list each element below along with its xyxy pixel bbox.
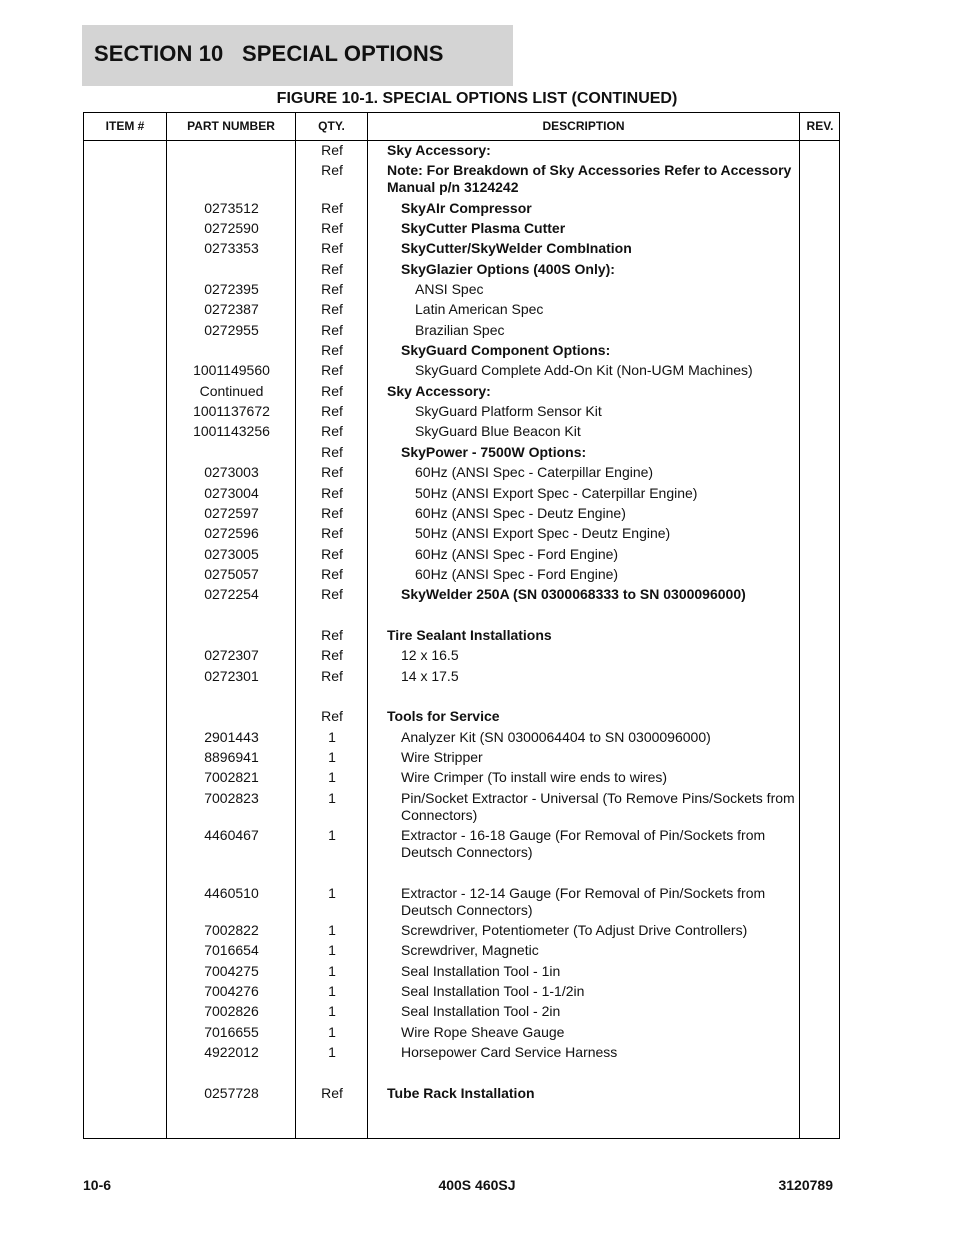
table-row bbox=[84, 728, 839, 748]
table-row bbox=[84, 921, 839, 941]
description-cell: Extractor - 12-14 Gauge (For Removal of Pin/Sockets from Deutsch Connectors) bbox=[401, 884, 766, 918]
table-row bbox=[84, 667, 839, 687]
description-cell: 60Hz (ANSI Spec - Ford Engine) bbox=[415, 545, 619, 562]
part-number-cell: 1001143256 bbox=[193, 423, 270, 440]
table-row bbox=[84, 982, 839, 1002]
description-cell: Tools for Service bbox=[387, 708, 500, 725]
qty-cell: 1 bbox=[328, 1023, 336, 1040]
part-number-cell: 0275057 bbox=[204, 565, 259, 582]
qty-cell: Ref bbox=[321, 342, 343, 359]
part-number-cell: 4460510 bbox=[204, 884, 259, 901]
part-number-cell: 0273353 bbox=[204, 240, 259, 257]
qty-cell: Ref bbox=[321, 708, 343, 725]
qty-cell: 1 bbox=[328, 884, 336, 901]
qty-cell: Ref bbox=[321, 647, 343, 664]
description-cell: SkyGlazier Options (400S Only): bbox=[401, 260, 615, 277]
description-cell: Analyzer Kit (SN 0300064404 to SN 0300096000) bbox=[401, 728, 711, 745]
qty-cell: Ref bbox=[321, 565, 343, 582]
qty-cell: Ref bbox=[321, 382, 343, 399]
table-row bbox=[84, 1023, 839, 1043]
part-number-cell: 0272597 bbox=[204, 504, 259, 521]
qty-cell: Ref bbox=[321, 667, 343, 684]
table-row bbox=[84, 463, 839, 483]
header-description: DESCRIPTION bbox=[542, 119, 625, 133]
part-number-cell: Continued bbox=[199, 382, 264, 399]
qty-cell: Ref bbox=[321, 504, 343, 521]
description-cell: Tube Rack Installation bbox=[387, 1084, 535, 1101]
qty-cell: 1 bbox=[328, 1003, 336, 1020]
description-cell: SkyPower - 7500W Options: bbox=[401, 443, 587, 460]
description-cell: Pin/Socket Extractor - Universal (To Remove Pins/Sockets from Connectors) bbox=[401, 789, 795, 823]
qty-cell: 1 bbox=[328, 827, 336, 843]
qty-cell: Ref bbox=[321, 423, 343, 440]
qty-cell: Ref bbox=[321, 484, 343, 501]
table-row bbox=[84, 884, 839, 921]
qty-cell: 1 bbox=[328, 789, 336, 806]
description-cell: 60Hz (ANSI Spec - Caterpillar Engine) bbox=[415, 464, 654, 481]
description-cell: SkyWelder 250A (SN 0300068333 to SN 0300096000) bbox=[401, 586, 746, 603]
description-cell: SkyCutter/SkyWelder CombInation bbox=[401, 240, 632, 257]
description-cell: Extractor - 16-18 Gauge (For Removal of Pin/Sockets from Deutsch Connectors) bbox=[401, 827, 766, 860]
table-row bbox=[84, 219, 839, 239]
description-cell: 50Hz (ANSI Export Spec - Caterpillar Engine) bbox=[415, 484, 698, 501]
part-number-cell: 0273004 bbox=[204, 484, 259, 501]
part-number-cell: 7004276 bbox=[204, 983, 259, 1000]
table-row bbox=[84, 941, 839, 961]
qty-cell: Ref bbox=[321, 301, 343, 318]
qty-cell: Ref bbox=[321, 626, 343, 643]
description-cell: SkyGuard Blue Beacon Kit bbox=[415, 423, 581, 440]
qty-cell: 1 bbox=[328, 748, 336, 765]
qty-cell: Ref bbox=[321, 443, 343, 460]
part-number-cell: 0272590 bbox=[204, 220, 259, 237]
part-number-cell: 0272307 bbox=[204, 647, 259, 664]
qty-cell: Ref bbox=[321, 586, 343, 603]
part-number-cell: 0257728 bbox=[204, 1084, 259, 1101]
part-number-cell: 7002822 bbox=[204, 922, 259, 939]
description-cell: Tire Sealant Installations bbox=[387, 626, 552, 643]
qty-cell: Ref bbox=[321, 199, 343, 216]
footer-doc-number: 3120789 bbox=[778, 1177, 833, 1193]
description-cell: Seal Installation Tool - 1-1/2in bbox=[401, 983, 585, 1000]
description-cell: 60Hz (ANSI Spec - Deutz Engine) bbox=[415, 504, 626, 521]
header-part-number: PART NUMBER bbox=[187, 119, 275, 133]
part-number-cell: 0272387 bbox=[204, 301, 259, 318]
header-item: ITEM # bbox=[105, 119, 145, 133]
part-number-cell: 0273005 bbox=[204, 545, 259, 562]
table-row bbox=[84, 962, 839, 982]
part-number-cell: 7002821 bbox=[204, 769, 259, 786]
qty-cell: Ref bbox=[321, 240, 343, 257]
table-row bbox=[84, 321, 839, 341]
special-options-table bbox=[83, 112, 840, 1139]
description-cell: Screwdriver, Magnetic bbox=[401, 942, 539, 959]
description-cell: Horsepower Card Service Harness bbox=[401, 1044, 618, 1061]
part-number-cell: 0272395 bbox=[204, 281, 259, 298]
qty-cell: Ref bbox=[321, 464, 343, 481]
qty-cell: 1 bbox=[328, 942, 336, 959]
table-row bbox=[84, 443, 839, 463]
table-row bbox=[84, 361, 839, 381]
table-row bbox=[84, 141, 839, 161]
table-row bbox=[84, 565, 839, 585]
description-cell: Sky Accessory: bbox=[387, 142, 491, 158]
header-rev: REV. bbox=[806, 119, 834, 133]
table-row bbox=[84, 1043, 839, 1063]
description-cell: Brazilian Spec bbox=[415, 321, 505, 338]
description-cell: 12 x 16.5 bbox=[401, 647, 459, 664]
description-cell: Wire Rope Sheave Gauge bbox=[401, 1023, 565, 1040]
description-cell: Note: For Breakdown of Sky Accessories Refer to Accessory Manual p/n 3124242 bbox=[387, 162, 792, 196]
table-row bbox=[84, 300, 839, 320]
qty-cell: Ref bbox=[321, 321, 343, 338]
description-cell: Latin American Spec bbox=[415, 301, 544, 318]
part-number-cell: 0272301 bbox=[204, 667, 259, 684]
qty-cell: Ref bbox=[321, 220, 343, 237]
qty-cell: Ref bbox=[321, 1084, 343, 1101]
qty-cell: Ref bbox=[321, 545, 343, 562]
description-cell: SkyGuard Complete Add-On Kit (Non-UGM Machines) bbox=[415, 362, 753, 379]
part-number-cell: 1001137672 bbox=[193, 403, 270, 420]
table-row bbox=[84, 484, 839, 504]
qty-cell: 1 bbox=[328, 769, 336, 786]
description-cell: Sky Accessory: bbox=[387, 382, 491, 399]
footer-model: 400S 460SJ bbox=[438, 1177, 516, 1193]
part-number-cell: 0272596 bbox=[204, 525, 259, 542]
description-cell: ANSI Spec bbox=[415, 281, 484, 298]
part-number-cell: 1001149560 bbox=[193, 362, 270, 379]
section-header-bar bbox=[82, 25, 513, 86]
description-cell: Seal Installation Tool - 1in bbox=[401, 962, 561, 979]
qty-cell: 1 bbox=[328, 962, 336, 979]
part-number-cell: 7016654 bbox=[204, 942, 259, 959]
table-row bbox=[84, 646, 839, 666]
description-cell: Screwdriver, Potentiometer (To Adjust Drive Controllers) bbox=[401, 922, 748, 939]
part-number-cell: 7002823 bbox=[204, 789, 259, 806]
table-spacer-row bbox=[84, 863, 839, 883]
qty-cell: 1 bbox=[328, 1044, 336, 1061]
table-spacer-row bbox=[84, 1063, 839, 1083]
header-qty: QTY. bbox=[318, 119, 345, 133]
description-cell: Wire Stripper bbox=[401, 748, 483, 765]
table-row bbox=[84, 422, 839, 442]
part-number-cell: 0273003 bbox=[204, 464, 259, 481]
figure-title: FIGURE 10-1. SPECIAL OPTIONS LIST (CONTINUED) bbox=[276, 90, 678, 107]
qty-cell: Ref bbox=[321, 362, 343, 379]
table-row bbox=[84, 768, 839, 788]
table-row bbox=[84, 504, 839, 524]
description-cell: SkyGuard Platform Sensor Kit bbox=[415, 403, 602, 420]
qty-cell: 1 bbox=[328, 922, 336, 939]
description-cell: Wire Crimper (To install wire ends to wires) bbox=[401, 769, 668, 786]
table-row bbox=[84, 402, 839, 422]
table-row bbox=[84, 239, 839, 259]
description-cell: 50Hz (ANSI Export Spec - Deutz Engine) bbox=[415, 525, 671, 542]
footer-page-number: 10-6 bbox=[83, 1177, 112, 1193]
part-number-cell: 0272254 bbox=[204, 586, 259, 603]
table-row bbox=[84, 1002, 839, 1022]
table-row bbox=[84, 341, 839, 361]
table-row bbox=[84, 524, 839, 544]
qty-cell: 1 bbox=[328, 728, 336, 745]
table-row bbox=[84, 585, 839, 605]
part-number-cell: 7016655 bbox=[204, 1023, 259, 1040]
table-row bbox=[84, 1084, 839, 1104]
part-number-cell: 0272955 bbox=[204, 321, 259, 338]
qty-cell: Ref bbox=[321, 525, 343, 542]
qty-cell: Ref bbox=[321, 403, 343, 420]
section-title: SECTION 10 SPECIAL OPTIONS bbox=[94, 41, 444, 66]
table-row bbox=[84, 161, 839, 198]
table-row bbox=[84, 707, 839, 727]
description-cell: 60Hz (ANSI Spec - Ford Engine) bbox=[415, 565, 619, 582]
table-spacer-row bbox=[84, 606, 839, 626]
table-row bbox=[84, 199, 839, 219]
description-cell: Seal Installation Tool - 2in bbox=[401, 1003, 561, 1020]
part-number-cell: 7002826 bbox=[204, 1003, 259, 1020]
qty-cell: Ref bbox=[321, 142, 343, 158]
part-number-cell: 4922012 bbox=[204, 1044, 259, 1061]
table-row bbox=[84, 545, 839, 565]
table-row bbox=[84, 382, 839, 402]
description-cell: 14 x 17.5 bbox=[401, 667, 459, 684]
table-row bbox=[84, 826, 839, 863]
part-number-cell: 8896941 bbox=[204, 748, 259, 765]
qty-cell: Ref bbox=[321, 260, 343, 277]
part-number-cell: 4460467 bbox=[204, 827, 259, 843]
table-row bbox=[84, 260, 839, 280]
table-row bbox=[84, 789, 839, 826]
qty-cell: 1 bbox=[328, 983, 336, 1000]
description-cell: SkyGuard Component Options: bbox=[401, 342, 611, 359]
table-row bbox=[84, 280, 839, 300]
table-row bbox=[84, 626, 839, 646]
table-row bbox=[84, 748, 839, 768]
description-cell: SkyAIr Compressor bbox=[401, 199, 532, 216]
table-body bbox=[84, 141, 839, 1104]
part-number-cell: 2901443 bbox=[204, 728, 259, 745]
description-cell: SkyCutter Plasma Cutter bbox=[401, 220, 566, 237]
part-number-cell: 0273512 bbox=[204, 199, 259, 216]
qty-cell: Ref bbox=[321, 281, 343, 298]
part-number-cell: 7004275 bbox=[204, 962, 259, 979]
qty-cell: Ref bbox=[321, 162, 343, 179]
table-spacer-row bbox=[84, 687, 839, 707]
